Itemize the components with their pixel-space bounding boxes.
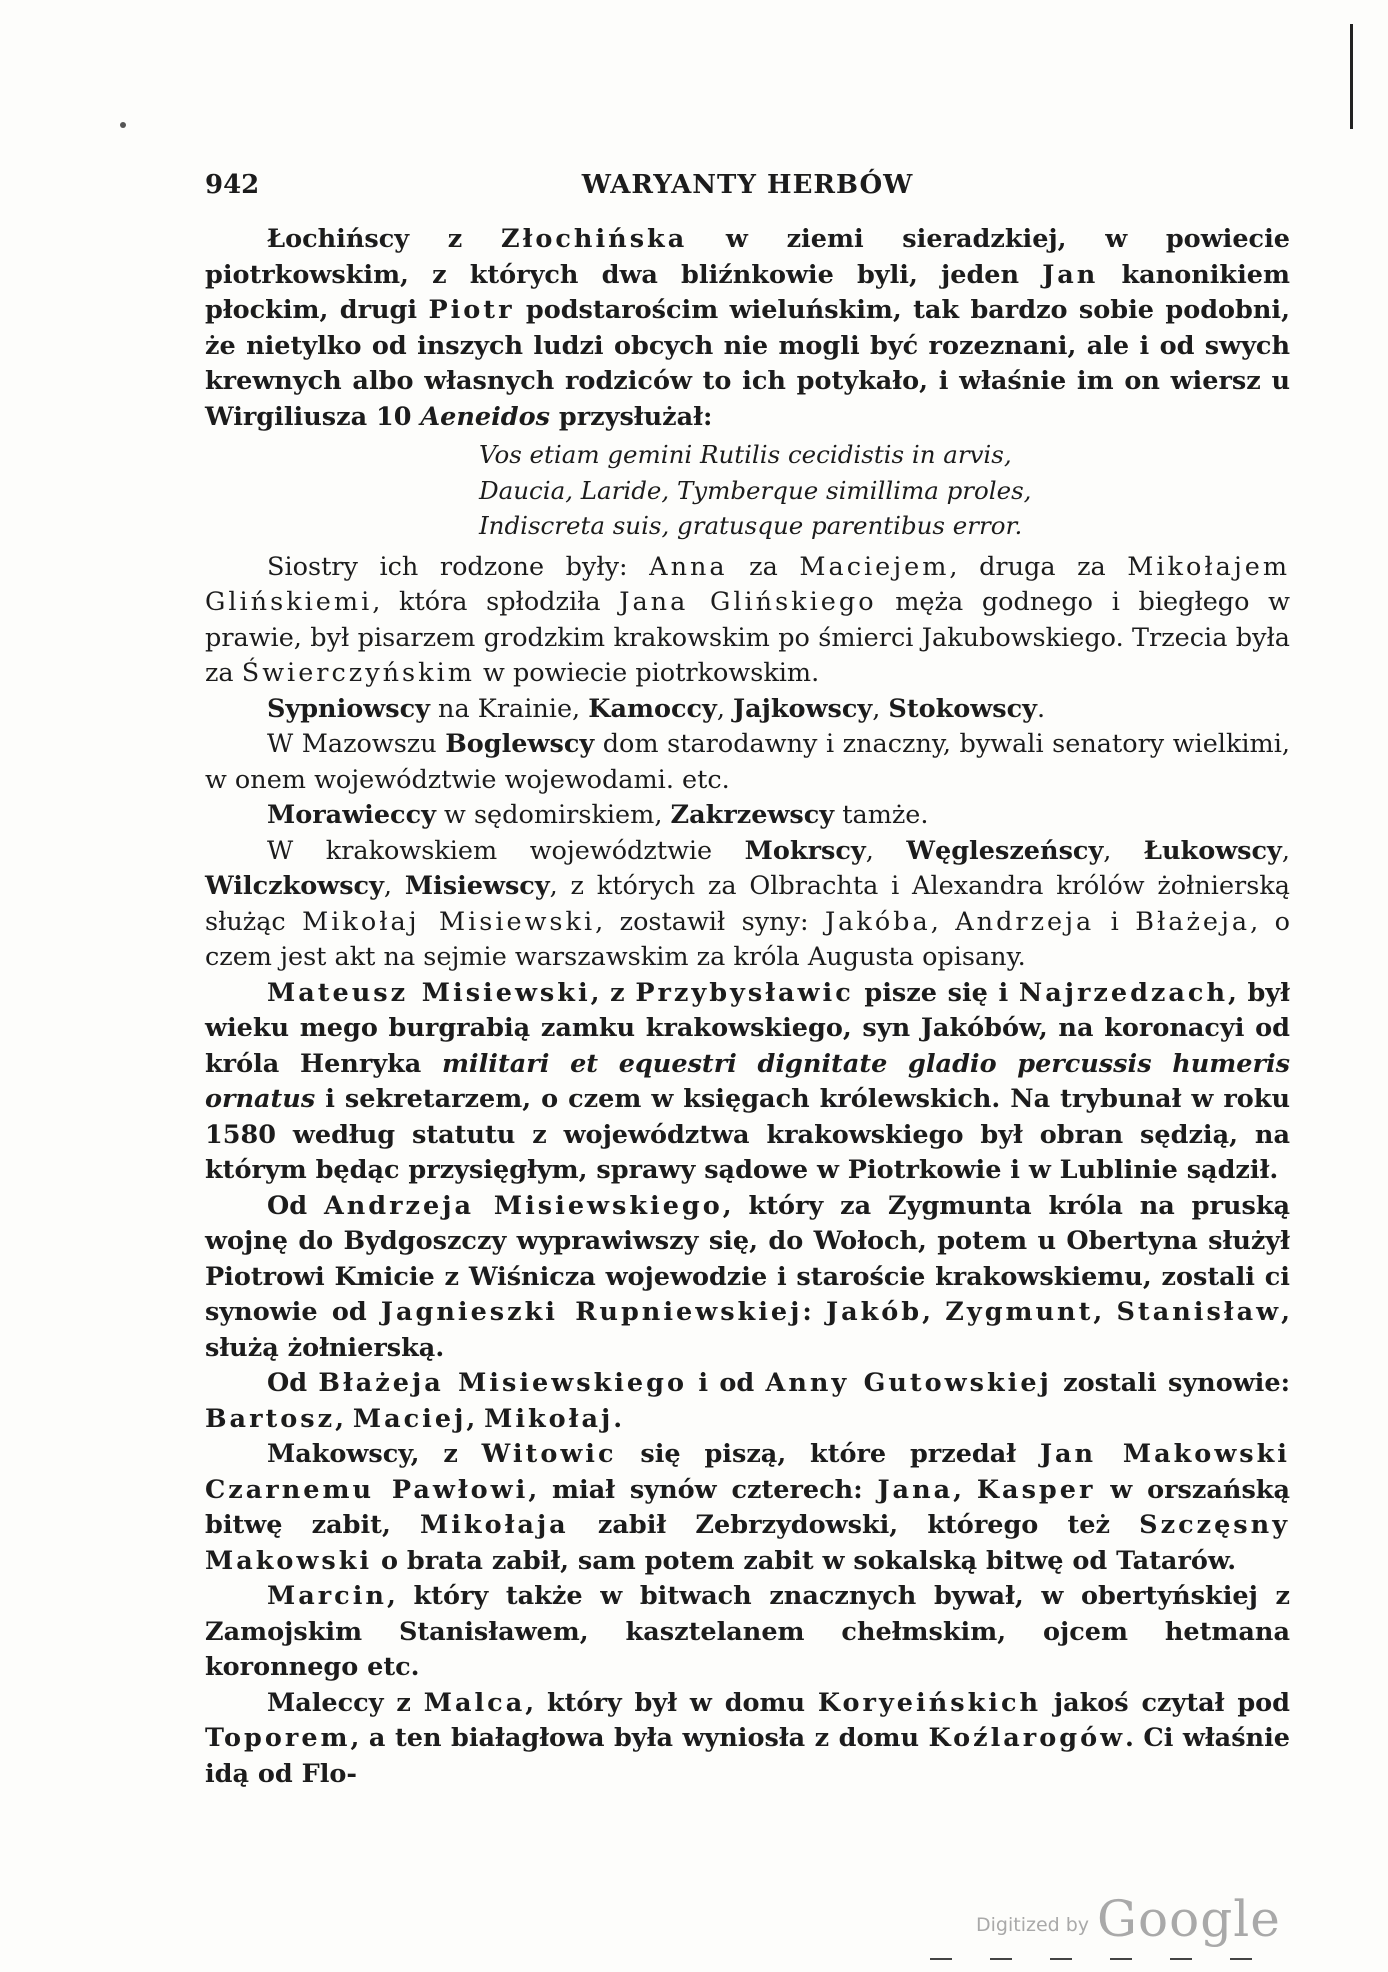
paragraph-blazej [205,1366,1290,1437]
person-name: Mateusz Misiewski [267,977,591,1008]
text-run: , służą żołnierską. [205,1297,1290,1363]
person-name: Piotr [428,295,515,325]
person-name: Szczęsny Makowski [205,1510,1291,1576]
person-name: Anna [649,551,728,582]
footer-dash [1110,1958,1132,1960]
surname: Zakrzewscy [670,800,835,830]
footer-dash [990,1958,1012,1960]
paragraph-makowscy [205,1437,1290,1579]
person-name: Toporem [205,1723,351,1753]
text-run: , [466,1403,485,1434]
text-run: się piszą, które przedał [616,1439,1040,1469]
person-name: Andrzeja [955,906,1095,937]
person-name: Stanisław [1116,1297,1282,1327]
surname: Łukowscy [1143,835,1282,866]
person-name: Jagnieszki Rupniewskiej [380,1297,803,1327]
person-name: Czarnemu Pawłowi [205,1474,529,1505]
person-name: Świerczyńskim [241,658,475,688]
text-run: , który także w bitwach znacznych bywał, w obertyńskiej z Zamojskim Stanisławem, kasztelanem chełmskim, ojcem hetmana koronnego etc. [205,1581,1290,1682]
text-run: , [1093,1297,1117,1327]
text-run: kanonikiem płockim, drugi [205,259,1290,325]
person-name: Zygmunt [945,1297,1094,1327]
person-name: Mikołaja [420,1510,569,1540]
person-name: Jakób [826,1297,923,1327]
text-run: pisze się i [853,977,1019,1008]
person-name: Bartosz [205,1403,336,1434]
surname: Sypniowscy [267,693,430,724]
paragraph-krakowskie [205,834,1290,976]
text-run: . [1036,693,1046,724]
place-name: Złochińska [500,224,688,254]
text-run: W Mazowszu [267,729,446,759]
surname: Mokrscy [744,835,866,866]
text-run: , [383,871,405,901]
verse-line: Indiscreta suis, gratusque parentibus error. [479,511,1023,540]
paragraph-maleccy [205,1686,1290,1793]
text-run: tamże. [834,800,929,830]
text-run: , [865,835,907,866]
surname: Kamoccy [588,693,717,724]
text-run: przysłużał: [550,401,713,432]
text-run: dom starodawny i znaczny, bywali senatory wielkimi, w onem województwie wojewodami. etc. [205,729,1291,795]
footer-dash [1050,1958,1072,1960]
person-name: Maciej [352,1403,467,1434]
text-run: , z których za Olbrachta i Alexandra królów żołnierską służąc [205,871,1290,937]
text-run: jakoś czytał pod [1041,1687,1290,1718]
google-logo: Google [1097,1890,1281,1948]
text-run: Siostry ich rodzone były: [267,551,650,582]
text-run: z [409,224,501,254]
text-run: , który był w domu [525,1687,818,1718]
watermark-small-text: Digitized by [976,1914,1090,1936]
paragraph-sypniowscy [205,692,1290,728]
text-run: , [1281,835,1290,866]
person-name: Jana [877,1474,954,1505]
text-run: , był wieku mego burgrabią zamku krakowskiego, syn Jakóbów, na koronacyi od króla Henryka [205,977,1290,1079]
text-run: i sekretarzem, o czem w księgach królewskich. Na trybunał w roku 1580 według statutu z województwa krakowskiego był obran sędzią, na którym będąc przysięgłym, sprawy sądowe w Piotrkowie i w Lublinie sądził. [205,1084,1290,1185]
text-run: i [1094,906,1136,937]
page-header [205,170,1290,210]
text-run: Od [267,1190,324,1221]
digitized-by-google-watermark [976,1878,1281,1948]
person-name: Mikołajem Glińskiemi [205,551,1290,617]
text-run: , z [410,1439,482,1469]
text-run: w powiecie piotrkowskim. [474,658,820,688]
person-name: Błażeja [1135,906,1251,937]
paragraph-mazowsze [205,727,1290,798]
person-name: Anny Gutowskiej [765,1368,1052,1398]
paragraph-siostry [205,550,1290,692]
text-run: , o czem jest akt na sejmie warszawskim za króla Augusta opisany. [205,906,1290,972]
surname: Maleccy [267,1687,384,1718]
place-name: Malca [423,1687,526,1718]
person-name: Jana Glińskiego [619,587,877,617]
person-name: Mikołaj Misiewski [302,906,596,937]
text-run: w orszańską bitwę zabit, [205,1474,1290,1540]
text-run: podstarościm wieluńskim, tak bardzo sobie podobni, że nietylko od inszych ludzi obcych nie mogli być rozeznani, ale i od swych krewnych albo własnych rodziców to ich potykało, i właśnie im on wiersz u Wirgiliusza 10 [205,295,1290,432]
body-text [205,222,1290,1792]
paragraph-lochinscy [205,222,1290,435]
text-run: i od [686,1368,766,1398]
surname: Jajkowscy [733,693,873,724]
text-run: zostali synowie: [1051,1368,1290,1398]
verse-line: Daucia, Laride, Tymberque simillima proles, [479,475,1032,505]
latin-verse [479,437,1290,544]
surname: Misiewscy [404,871,550,901]
text-run: , który za Zygmunta króla na pruską wojnę do Bydgoszczy wyprawiwszy się, do Wołoch, potem u Obertyna służył Piotrowi Kmicie z Wiśnicza wojewodzie i staroście krakowskiemu, zostali ci synowie od [205,1190,1291,1327]
text-run: o brata zabił, sam potem zabit w sokalską bitwę od Tatarów. [372,1545,1237,1576]
verse-line: Vos etiam gemini Rutilis cecidistis in arvis, [479,440,1012,469]
place-name: Witowic [481,1439,617,1469]
page-edge-line [1350,24,1353,129]
text-run: , [953,1474,977,1505]
paragraph-morawieccy [205,798,1290,834]
surname: Łochińscy [267,224,410,254]
text-run: , a ten białagłowa była wyniosła z domu [350,1723,929,1753]
person-name: Błażeja Misiewskiego [318,1368,687,1398]
text-run: , [922,1297,946,1327]
person-name: Koryeińskich [817,1687,1042,1718]
place-name: Najrzedzach [1018,977,1228,1008]
text-run: zabił Zebrzydowski, którego też [568,1510,1140,1540]
surname: Boglewscy [445,729,595,759]
work-title: Aeneidos [420,401,550,432]
text-run: Od [267,1368,319,1398]
text-run: , [716,693,734,724]
surname: Morawieccy [267,800,436,830]
text-run: , [930,906,956,937]
text-run: , [1103,835,1144,866]
text-run: , [872,693,889,724]
text-run: . Ci właśnie idą od Flo- [205,1723,1290,1789]
paragraph-mateusz [205,976,1290,1189]
ink-dot [120,122,126,128]
surname: Stokowscy [888,693,1037,724]
text-run: za [727,551,800,582]
text-run: męża godnego i biegłego w prawie, był pisarzem grodzkim krakowskim po śmierci Jakubowskiego. Trzecia była za [205,587,1290,688]
person-name: Kasper [976,1474,1096,1505]
text-run: , z [590,977,636,1008]
text-run: : [802,1297,827,1327]
person-name: Jan [1042,259,1099,290]
paragraph-marcin [205,1579,1290,1686]
footer-dash [930,1958,952,1960]
text-run: z [383,1687,424,1718]
running-title: WARYANTY HERBÓW [581,170,914,200]
page-number: 942 [205,170,260,200]
surname: Makowscy [267,1439,411,1469]
text-run: w ziemi sieradzkiej, w powiecie piotrkowskim, z których dwa bliźnkowie byli, jeden [205,224,1290,290]
person-name: Marcin [267,1581,387,1611]
person-name: Andrzeja Misiewskiego [323,1190,723,1221]
text-run: , zostawił syny: [595,906,825,937]
person-name: Koźlarogów [928,1723,1126,1753]
text-run: W krakowskiem województwie [267,835,745,866]
paragraph-andrzej [205,1189,1290,1367]
person-name: Jakóba [824,906,931,937]
latin-phrase: militari et equestri dignitate gladio percussis humeris ornatus [205,1048,1290,1114]
text-run: . [613,1403,623,1434]
footer-dash [1230,1958,1252,1960]
text-run: , która spłodziła [372,587,620,617]
person-name: Jan Makowski [1039,1439,1290,1469]
text-run: , [335,1403,353,1434]
text-run: , miał synów czterech: [528,1474,878,1505]
surname: Węgleszeńscy [906,835,1104,866]
surname: Wilczkowscy [205,871,384,901]
text-run: w sędomirskiem, [435,800,671,830]
text-run: na Krainie, [429,693,589,724]
place-name: Przybysławic [635,977,854,1008]
person-name: Maciejem [799,551,950,582]
footer-dash [1170,1958,1192,1960]
person-name: Mikołaj [484,1403,614,1434]
text-run: , druga za [949,551,1128,582]
